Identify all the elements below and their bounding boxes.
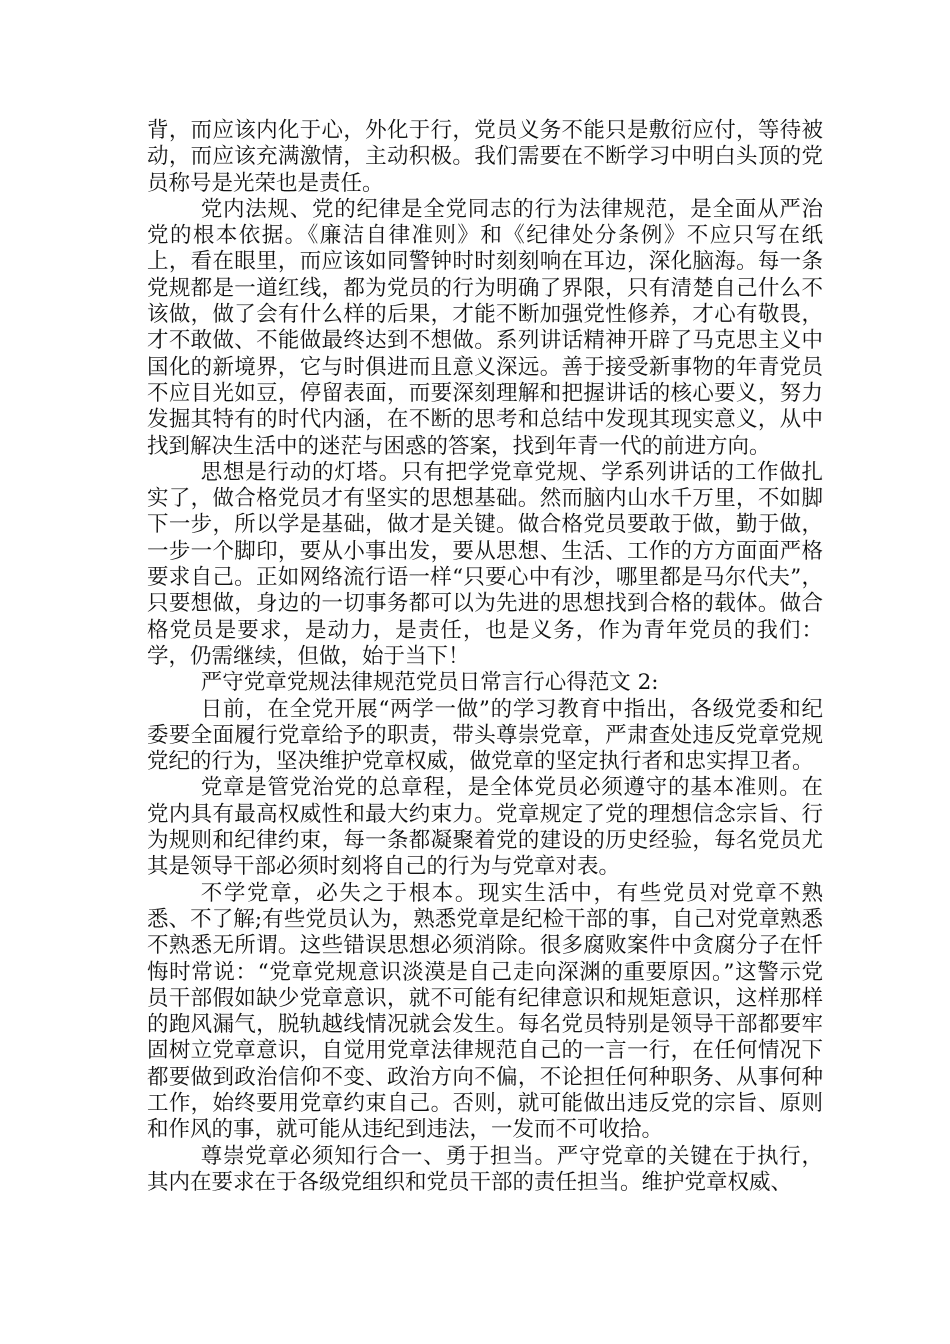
paragraph: 尊崇党章必须知行合一、勇于担当。严守党章的关键在于执行，其内在要求在于各级党组织和党员干部的责任担当。维护党章权威、 [147,1143,823,1195]
document-page [147,118,823,1196]
paragraph: 思想是行动的灯塔。只有把学党章党规、学系列讲话的工作做扎实了，做合格党员才有坚实的思想基础。然而脑内山水千万里，不如脚下一步，所以学是基础，做才是关键。做合格党员要敢于做，勤于做，一步一个脚印，要从小事出发，要从思想、生活、工作的方方面面严格要求自己。正如网络流行语一样“只要心中有沙，哪里都是马尔代夫”，只要想做，身边的一切事务都可以为先进的思想找到合格的载体。做合格党员是要求，是动力，是责任，也是义务，作为青年党员的我们：学，仍需继续，但做，始于当下！ [147,459,823,669]
paragraph: 党内法规、党的纪律是全党同志的行为法律规范，是全面从严治党的根本依据。《廉洁自律准则》和《纪律处分条例》不应只写在纸上，看在眼里，而应该如同警钟时时刻刻响在耳边，深化脑海。每一条党规都是一道红线，都为党员的行为明确了界限，只有清楚自己什么不该做，做了会有什么样的后果，才能不断加强党性修养，才心有敬畏，才不敢做、不能做最终达到不想做。系列讲话精神开辟了马克思主义中国化的新境界，它与时俱进而且意义深远。善于接受新事物的年青党员不应目光如豆，停留表面，而要深刻理解和把握讲话的核心要义，努力发掘其特有的时代内涵，在不断的思考和总结中发现其现实意义，从中找到解决生活中的迷茫与困惑的答案，找到年青一代的前进方向。 [147,196,823,459]
paragraph: 不学党章，必失之于根本。现实生活中，有些党员对党章不熟悉、不了解;有些党员认为，熟悉党章是纪检干部的事，自己对党章熟悉不熟悉无所谓。这些错误思想必须消除。很多腐败案件中贪腐分子在忏悔时常说：“党章党规意识淡漠是自己走向深渊的重要原因。”这警示党员干部假如缺少党章意识，就不可能有纪律意识和规矩意识，这样那样的跑风漏气，脱轨越线情况就会发生。每名党员特别是领导干部都要牢固树立党章意识，自觉用党章法律规范自己的一言一行，在任何情况下都要做到政治信仰不变、政治方向不偏，不论担任何种职务、从事何种工作，始终要用党章约束自己。否则，就可能做出违反党的宗旨、原则和作风的事，就可能从违纪到违法，一发而不可收拾。 [147,880,823,1143]
paragraph: 日前，在全党开展“两学一做”的学习教育中指出，各级党委和纪委要全面履行党章给予的职责，带头尊崇党章，严肃查处违反党章党规党纪的行为，坚决维护党章权威，做党章的坚定执行者和忠实捍卫者。 [147,696,823,775]
paragraph: 背，而应该内化于心，外化于行，党员义务不能只是敷衍应付，等待被动，而应该充满激情，主动积极。我们需要在不断学习中明白头顶的党员称号是光荣也是责任。 [147,118,823,196]
section-heading: 严守党章党规法律规范党员日常言行心得范文 2: [200,670,659,696]
paragraph: 党章是管党治党的总章程，是全体党员必须遵守的基本准则。在党内具有最高权威性和最大约束力。党章规定了党的理想信念宗旨、行为规则和纪律约束，每一条都凝聚着党的建设的历史经验，每名党员尤其是领导干部必须时刻将自己的行为与党章对表。 [147,775,823,880]
